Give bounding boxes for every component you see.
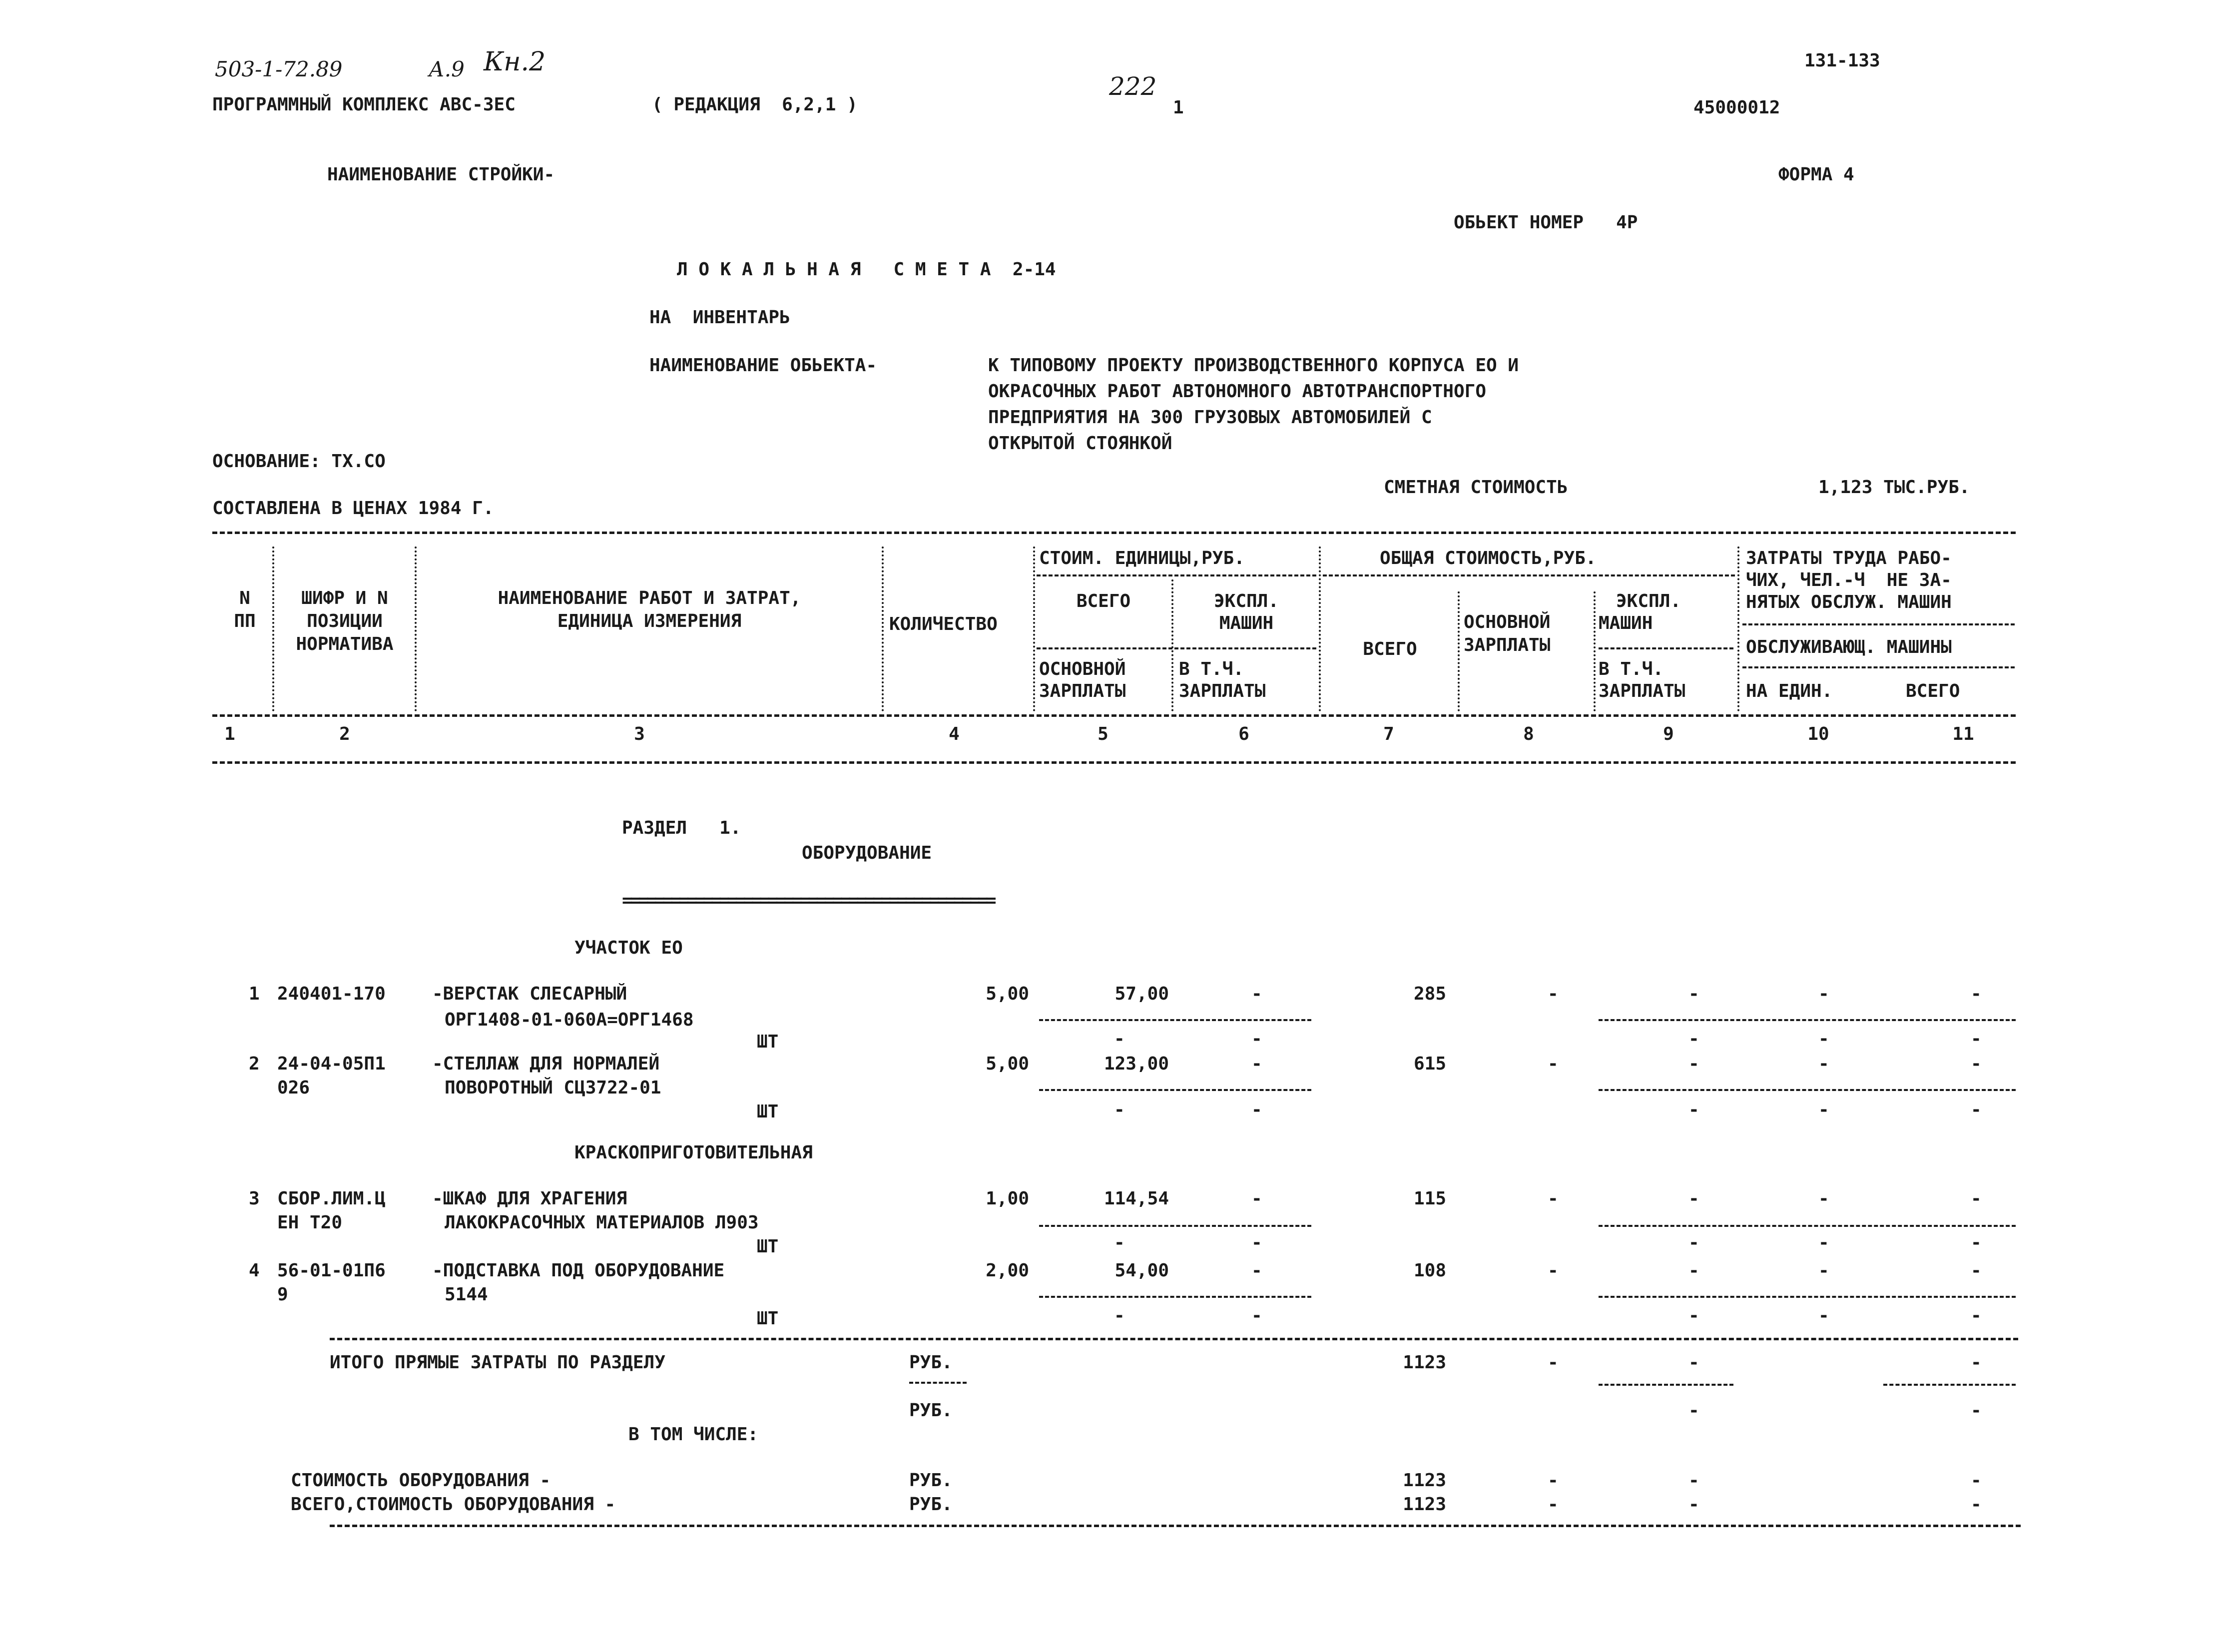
row1-sub-rule xyxy=(1039,1019,1311,1021)
row4-dash-incl: - xyxy=(1251,1305,1262,1326)
row3-sub-rule-right xyxy=(1599,1225,2016,1227)
col1-header-1: N xyxy=(239,588,250,608)
row3-name-2: ЛАКОКРАСОЧНЫХ МАТЕРИАЛОВ Л903 xyxy=(445,1212,759,1233)
document-title: Л О К А Л Ь Н А Я С М Е Т А 2-14 xyxy=(677,259,1056,280)
row1-dash-9: - xyxy=(1688,984,1699,1004)
row1-dash-incl-total: - xyxy=(1688,1029,1699,1049)
row1-name-2: ОРГ1408-01-060А=ОРГ1468 xyxy=(445,1010,694,1030)
row3-dash-10b: - xyxy=(1818,1232,1829,1253)
equipment-dash-11: - xyxy=(1971,1470,1982,1491)
row1-dash-11b: - xyxy=(1971,1029,1982,1049)
total-all-header: ВСЕГО xyxy=(1363,639,1417,659)
col-number-9: 9 xyxy=(1663,724,1674,744)
direct-dash-11: - xyxy=(1971,1352,1982,1373)
row1-name-1: -ВЕРСТАК СЛЕСАРНЫЙ xyxy=(432,984,627,1004)
sheet-number: 1 xyxy=(1173,97,1184,118)
row1-quantity: 5,00 xyxy=(986,984,1029,1004)
row2-quantity: 5,00 xyxy=(986,1054,1029,1074)
row1-sub-rule-right xyxy=(1599,1019,2016,1021)
handwritten-book: Кн.2 xyxy=(484,47,546,77)
header-bottom-rule xyxy=(212,714,2016,717)
row1-dash-wage: - xyxy=(1548,984,1559,1004)
col3-header-1: НАИМЕНОВАНИЕ РАБОТ И ЗАТРАТ, xyxy=(498,588,801,608)
row4-sub-rule xyxy=(1039,1296,1311,1298)
row3-unit-price: 114,54 xyxy=(1104,1188,1169,1209)
unit-machines-header-2: МАШИН xyxy=(1219,613,1274,633)
row3-dash-11b: - xyxy=(1971,1232,1982,1253)
table-top-rule xyxy=(212,532,2016,534)
unit-cost-header: СТОИМ. ЕДИНИЦЫ,РУБ. xyxy=(1039,548,1245,568)
row4-code-2: 9 xyxy=(277,1284,288,1305)
row2-name-1: -СТЕЛЛАЖ ДЛЯ НОРМАЛЕЙ xyxy=(432,1054,660,1074)
col-sep-6 xyxy=(1319,547,1321,711)
labor-header-2: ЧИХ, ЧЕЛ.-Ч НЕ ЗА- xyxy=(1746,570,1952,590)
total-wage-header-1: ОСНОВНОЙ xyxy=(1464,612,1551,632)
row4-dash-wage-unit: - xyxy=(1114,1305,1125,1326)
row4-code: 56-01-01П6 xyxy=(277,1260,386,1281)
equipment-cost-label: СТОИМОСТЬ ОБОРУДОВАНИЯ - xyxy=(291,1470,551,1491)
section-name: ОБОРУДОВАНИЕ xyxy=(802,843,932,863)
handwritten-page-number: 222 xyxy=(1109,72,1157,101)
unit-machines-header-1: ЭКСПЛ. xyxy=(1213,591,1279,611)
row2-dash-11: - xyxy=(1971,1054,1982,1074)
row4-number: 4 xyxy=(249,1260,260,1281)
total-wage-header-2: ЗАРПЛАТЫ xyxy=(1464,635,1551,655)
row4-dash-10: - xyxy=(1818,1260,1829,1281)
row4-dash-machines: - xyxy=(1251,1260,1262,1281)
estimate-cost-label: СМЕТНАЯ СТОИМОСТЬ xyxy=(1384,477,1568,498)
row3-quantity: 1,00 xyxy=(986,1188,1029,1209)
handwritten-code: 503-1-72.89 xyxy=(215,57,343,81)
area-paint: КРАСКОПРИГОТОВИТЕЛЬНАЯ xyxy=(574,1142,813,1163)
row4-dash-wage: - xyxy=(1548,1260,1559,1281)
equipment-cost-value: 1123 xyxy=(1403,1470,1446,1491)
direct-dash-9: - xyxy=(1688,1352,1699,1373)
document-subtitle: НА ИНВЕНТАРЬ xyxy=(649,307,790,328)
col1-header-2: ПП xyxy=(234,611,256,631)
document-code: 45000012 xyxy=(1693,97,1780,118)
unit-total-header: ВСЕГО xyxy=(1076,591,1131,611)
totals-top-rule xyxy=(330,1338,2018,1340)
col-number-6: 6 xyxy=(1238,724,1249,744)
col-sep-2 xyxy=(415,547,417,711)
total-cost-rule xyxy=(1323,574,1735,576)
row3-dash-machines: - xyxy=(1251,1188,1262,1209)
row2-code: 24-04-05П1 xyxy=(277,1054,386,1074)
form-number: ФОРМА 4 xyxy=(1778,164,1854,185)
row1-unit-price: 57,00 xyxy=(1114,984,1169,1004)
row1-dash-10b: - xyxy=(1818,1029,1829,1049)
row2-unit: ШТ xyxy=(757,1101,779,1122)
col-sep-8 xyxy=(1594,591,1596,711)
col-number-2: 2 xyxy=(339,724,350,744)
col-sep-4 xyxy=(1033,547,1035,711)
row3-dash-wage-unit: - xyxy=(1114,1232,1125,1253)
row4-dash-11: - xyxy=(1971,1260,1982,1281)
row1-number: 1 xyxy=(249,984,260,1004)
row2-dash-incl: - xyxy=(1251,1100,1262,1120)
row3-total: 115 xyxy=(1413,1188,1446,1209)
row2-sub-rule-right xyxy=(1599,1089,2016,1091)
row2-dash-9: - xyxy=(1688,1054,1699,1074)
row4-sub-rule-right xyxy=(1599,1296,2016,1298)
row2-dash-wage-unit: - xyxy=(1114,1100,1125,1120)
row4-dash-10b: - xyxy=(1818,1305,1829,1326)
row1-code: 240401-170 xyxy=(277,984,386,1004)
row3-dash-incl-total: - xyxy=(1688,1232,1699,1253)
col2-header-2: ПОЗИЦИИ xyxy=(307,611,383,631)
labor-unit-header: НА ЕДИН. xyxy=(1746,681,1833,701)
object-name-line-2: ОКРАСОЧНЫХ РАБОТ АВТОНОМНОГО АВТОТРАНСПОРТНОГО xyxy=(988,381,1486,402)
total-incl-header-1: В Т.Ч. xyxy=(1599,659,1664,679)
unit-cost-rule xyxy=(1037,574,1316,576)
total-equipment-dash-11: - xyxy=(1971,1494,1982,1515)
equipment-dash-wage: - xyxy=(1548,1470,1559,1491)
direct-dash-wage: - xyxy=(1548,1352,1559,1373)
basis: ОСНОВАНИЕ: ТХ.СО xyxy=(212,451,386,472)
direct-costs-label: ИТОГО ПРЯМЫЕ ЗАТРАТЫ ПО РАЗДЕЛУ xyxy=(330,1352,665,1373)
col2-header-1: ШИФР И N xyxy=(301,588,388,608)
direct-rub-rule xyxy=(909,1382,967,1384)
row3-dash-11: - xyxy=(1971,1188,1982,1209)
unit-incl-header-2: ЗАРПЛАТЫ xyxy=(1179,681,1266,701)
object-number: ОБЬЕКТ НОМЕР 4Р xyxy=(1454,212,1638,233)
row4-total: 108 xyxy=(1413,1260,1446,1281)
row3-dash-wage: - xyxy=(1548,1188,1559,1209)
row3-dash-incl: - xyxy=(1251,1232,1262,1253)
handwritten-album: А.9 xyxy=(429,57,465,81)
row4-unit: ШТ xyxy=(757,1308,779,1329)
row3-code: СБОР.ЛИМ.Ц xyxy=(277,1188,386,1209)
col-number-8: 8 xyxy=(1523,724,1534,744)
row3-dash-9: - xyxy=(1688,1188,1699,1209)
row1-dash-10: - xyxy=(1818,984,1829,1004)
row2-unit-price: 123,00 xyxy=(1104,1054,1169,1074)
labor-header-3: НЯТЫХ ОБСЛУЖ. МАШИН xyxy=(1746,592,1952,612)
total-machines-rule xyxy=(1599,647,1733,649)
row4-dash-11b: - xyxy=(1971,1305,1982,1326)
total-machines-header-1: ЭКСПЛ. xyxy=(1616,591,1681,611)
direct-sub-rule-11 xyxy=(1883,1384,2016,1386)
row2-dash-10: - xyxy=(1818,1054,1829,1074)
row3-sub-rule xyxy=(1039,1225,1311,1227)
col-sep-5 xyxy=(1171,579,1173,711)
row2-dash-10b: - xyxy=(1818,1100,1829,1120)
col-sep-1 xyxy=(272,547,274,711)
row3-unit: ШТ xyxy=(757,1236,779,1257)
equipment-cost-rub: РУБ. xyxy=(909,1470,953,1491)
including-label: В ТОМ ЧИСЛЕ: xyxy=(628,1424,759,1445)
direct-sub-rule-9 xyxy=(1599,1384,1733,1386)
row2-name-2: ПОВОРОТНЫЙ СЦ3722-01 xyxy=(445,1078,661,1098)
row1-dash-incl: - xyxy=(1251,1029,1262,1049)
total-equipment-rub: РУБ. xyxy=(909,1494,953,1515)
total-cost-header: ОБЩАЯ СТОИМОСТЬ,РУБ. xyxy=(1380,548,1597,568)
row2-total: 615 xyxy=(1413,1054,1446,1074)
numbers-bottom-rule xyxy=(212,761,2016,764)
direct-costs-value: 1123 xyxy=(1403,1352,1446,1373)
unit-wage-header-1: ОСНОВНОЙ xyxy=(1039,659,1126,679)
section-divider: ============================================== xyxy=(622,890,994,911)
row2-dash-incl-total: - xyxy=(1688,1100,1699,1120)
labor-total-header: ВСЕГО xyxy=(1906,681,1960,701)
direct-costs-rub: РУБ. xyxy=(909,1352,953,1373)
row4-name-2: 5144 xyxy=(445,1284,488,1305)
row1-total: 285 xyxy=(1413,984,1446,1004)
col-number-10: 10 xyxy=(1807,724,1829,744)
unit-sub-rule xyxy=(1037,647,1316,649)
row4-dash-incl-total: - xyxy=(1688,1305,1699,1326)
row2-sub-rule xyxy=(1039,1089,1311,1091)
prices-base: СОСТАВЛЕНА В ЦЕНАХ 1984 Г. xyxy=(212,498,494,519)
totals-bottom-rule xyxy=(330,1525,2021,1527)
row3-code-2: ЕН Т20 xyxy=(277,1212,343,1233)
labor-header-1: ЗАТРАТЫ ТРУДА РАБО- xyxy=(1746,548,1952,568)
row4-dash-9: - xyxy=(1688,1260,1699,1281)
total-equipment-label: ВСЕГО,СТОИМОСТЬ ОБОРУДОВАНИЯ - xyxy=(291,1494,616,1515)
col-number-4: 4 xyxy=(949,724,960,744)
total-machines-header-2: МАШИН xyxy=(1599,613,1653,633)
edition: ( РЕДАКЦИЯ 6,2,1 ) xyxy=(652,94,858,115)
total-equipment-value: 1123 xyxy=(1403,1494,1446,1515)
object-name-line-1: К ТИПОВОМУ ПРОЕКТУ ПРОИЗВОДСТВЕННОГО КОРПУСА ЕО И xyxy=(988,355,1519,376)
col-sep-3 xyxy=(882,547,884,711)
row2-dash-wage: - xyxy=(1548,1054,1559,1074)
direct-dash-9b: - xyxy=(1688,1400,1699,1421)
row3-number: 3 xyxy=(249,1188,260,1209)
unit-incl-header-1: В Т.Ч. xyxy=(1179,659,1244,679)
col2-header-3: НОРМАТИВА xyxy=(296,634,394,654)
col-sep-7 xyxy=(1458,591,1460,711)
row4-quantity: 2,00 xyxy=(986,1260,1029,1281)
total-equipment-dash-9: - xyxy=(1688,1494,1699,1515)
section-label: РАЗДЕЛ 1. xyxy=(622,818,741,838)
row2-dash-machines: - xyxy=(1251,1054,1262,1074)
row2-number: 2 xyxy=(249,1054,260,1074)
col4-header: КОЛИЧЕСТВО xyxy=(889,614,998,634)
row1-dash-11: - xyxy=(1971,984,1982,1004)
row1-unit: ШТ xyxy=(757,1032,779,1052)
row3-dash-10: - xyxy=(1818,1188,1829,1209)
object-name-label: НАИМЕНОВАНИЕ ОБЬЕКТА- xyxy=(649,355,877,376)
object-name-line-3: ПРЕДПРИЯТИЯ НА 300 ГРУЗОВЫХ АВТОМОБИЛЕЙ С xyxy=(988,407,1432,428)
labor-rule-1 xyxy=(1742,623,2015,625)
col3-header-2: ЕДИНИЦА ИЗМЕРЕНИЯ xyxy=(557,611,742,631)
direct-dash-11b: - xyxy=(1971,1400,1982,1421)
direct-costs-rub-2: РУБ. xyxy=(909,1400,953,1421)
col-number-11: 11 xyxy=(1952,724,1974,744)
row4-name-1: -ПОДСТАВКА ПОД ОБОРУДОВАНИЕ xyxy=(432,1260,725,1281)
object-name-line-4: ОТКРЫТОЙ СТОЯНКОЙ xyxy=(988,433,1172,454)
row1-dash-machines: - xyxy=(1251,984,1262,1004)
equipment-dash-9: - xyxy=(1688,1470,1699,1491)
col-number-3: 3 xyxy=(634,724,645,744)
labor-service-header: ОБСЛУЖИВАЮЩ. МАШИНЫ xyxy=(1746,637,1952,657)
labor-rule-2 xyxy=(1742,666,2015,668)
total-equipment-dash-wage: - xyxy=(1548,1494,1559,1515)
col-sep-9 xyxy=(1737,547,1739,711)
unit-wage-header-2: ЗАРПЛАТЫ xyxy=(1039,681,1126,701)
total-incl-header-2: ЗАРПЛАТЫ xyxy=(1599,681,1685,701)
row3-name-1: -ШКАФ ДЛЯ ХРАГЕНИЯ xyxy=(432,1188,627,1209)
row1-dash-wage-unit: - xyxy=(1114,1029,1125,1049)
row4-unit-price: 54,00 xyxy=(1114,1260,1169,1281)
program-name: ПРОГРАММНЫЙ КОМПЛЕКС АВС-3ЕС xyxy=(212,94,516,115)
col-number-5: 5 xyxy=(1098,724,1108,744)
col-number-7: 7 xyxy=(1383,724,1394,744)
construction-label: НАИМЕНОВАНИЕ СТРОЙКИ- xyxy=(327,164,555,185)
pages-range: 131-133 xyxy=(1804,50,1880,71)
col-number-1: 1 xyxy=(224,724,235,744)
estimate-cost-value: 1,123 ТЫС.РУБ. xyxy=(1818,477,1970,498)
area-eo: УЧАСТОК ЕО xyxy=(574,938,683,958)
row2-dash-11b: - xyxy=(1971,1100,1982,1120)
row2-code-2: 026 xyxy=(277,1078,310,1098)
